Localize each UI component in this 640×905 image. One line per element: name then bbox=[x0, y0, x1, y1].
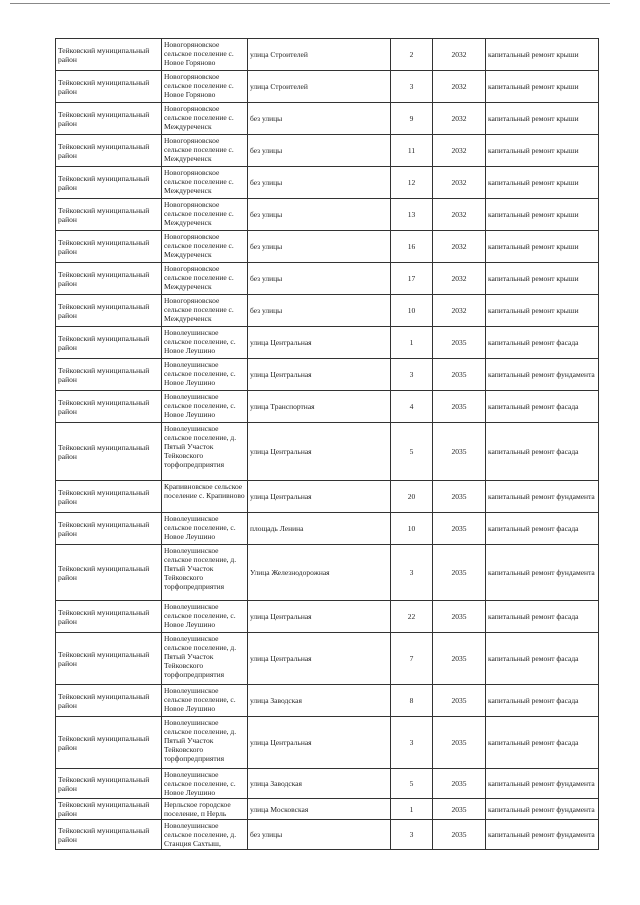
district-cell: Тейковский муниципальный район bbox=[56, 545, 162, 601]
table-row bbox=[56, 231, 599, 263]
house-number-cell: 5 bbox=[391, 769, 433, 799]
district-cell: Тейковский муниципальный район bbox=[56, 199, 162, 231]
settlement-cell: Новогоряновское сельское поселение с. Междуреченск bbox=[162, 295, 248, 327]
district-cell: Тейковский муниципальный район bbox=[56, 601, 162, 633]
settlement-cell: Новолеушинское сельское поселение, с. Новое Леушино bbox=[162, 685, 248, 717]
district-cell: Тейковский муниципальный район bbox=[56, 231, 162, 263]
year-cell: 2035 bbox=[433, 633, 486, 685]
year-cell: 2035 bbox=[433, 391, 486, 423]
table-row bbox=[56, 545, 599, 601]
settlement-cell: Новолеушинское сельское поселение, д. Пятый Участок Тейковского торфопредприятия bbox=[162, 633, 248, 685]
house-number-cell: 3 bbox=[391, 71, 433, 103]
house-number-cell: 5 bbox=[391, 423, 433, 481]
year-cell: 2035 bbox=[433, 717, 486, 769]
year-cell: 2032 bbox=[433, 39, 486, 71]
street-cell: без улицы bbox=[248, 820, 391, 850]
table-row bbox=[56, 263, 599, 295]
work-type-cell: капитальный ремонт крыши bbox=[486, 103, 599, 135]
table-row bbox=[56, 199, 599, 231]
district-cell: Тейковский муниципальный район bbox=[56, 167, 162, 199]
district-cell: Тейковский муниципальный район bbox=[56, 103, 162, 135]
house-number-cell: 16 bbox=[391, 231, 433, 263]
table-row bbox=[56, 717, 599, 769]
work-type-cell: капитальный ремонт фундамента bbox=[486, 799, 599, 820]
table-row bbox=[56, 103, 599, 135]
settlement-cell: Новолеушинское сельское поселение, с. Новое Леушино bbox=[162, 769, 248, 799]
settlement-cell: Новолеушинское сельское поселение, с. Новое Леушино bbox=[162, 601, 248, 633]
settlement-cell: Новогоряновское сельское поселение с. Междуреченск bbox=[162, 199, 248, 231]
street-cell: без улицы bbox=[248, 103, 391, 135]
table-body bbox=[56, 39, 599, 850]
settlement-cell: Новогоряновское сельское поселение с. Междуреченск bbox=[162, 103, 248, 135]
work-type-cell: капитальный ремонт фасада bbox=[486, 423, 599, 481]
street-cell: улица Центральная bbox=[248, 327, 391, 359]
table-row bbox=[56, 820, 599, 850]
settlement-cell: Новогоряновское сельское поселение с. Новое Горяново bbox=[162, 71, 248, 103]
house-number-cell: 1 bbox=[391, 799, 433, 820]
table-row bbox=[56, 391, 599, 423]
settlement-cell: Новолеушинское сельское поселение, с. Новое Леушино bbox=[162, 513, 248, 545]
table-row bbox=[56, 39, 599, 71]
table-row bbox=[56, 481, 599, 513]
district-cell: Тейковский муниципальный район bbox=[56, 135, 162, 167]
work-type-cell: капитальный ремонт фундамента bbox=[486, 359, 599, 391]
table-row bbox=[56, 135, 599, 167]
work-type-cell: капитальный ремонт крыши bbox=[486, 71, 599, 103]
work-type-cell: капитальный ремонт фундамента bbox=[486, 545, 599, 601]
street-cell: без улицы bbox=[248, 135, 391, 167]
district-cell: Тейковский муниципальный район bbox=[56, 820, 162, 850]
work-type-cell: капитальный ремонт фасада bbox=[486, 391, 599, 423]
work-type-cell: капитальный ремонт крыши bbox=[486, 199, 599, 231]
house-number-cell: 3 bbox=[391, 545, 433, 601]
table-row bbox=[56, 799, 599, 820]
house-number-cell: 10 bbox=[391, 513, 433, 545]
work-type-cell: капитальный ремонт фасада bbox=[486, 601, 599, 633]
settlement-cell: Новогоряновское сельское поселение с. Междуреченск bbox=[162, 263, 248, 295]
district-cell: Тейковский муниципальный район bbox=[56, 327, 162, 359]
work-type-cell: капитальный ремонт фундамента bbox=[486, 481, 599, 513]
house-number-cell: 2 bbox=[391, 39, 433, 71]
year-cell: 2035 bbox=[433, 685, 486, 717]
table-row bbox=[56, 513, 599, 545]
work-type-cell: капитальный ремонт крыши bbox=[486, 263, 599, 295]
work-type-cell: капитальный ремонт фасада bbox=[486, 633, 599, 685]
settlement-cell: Новолеушинское сельское поселение, с. Новое Леушино bbox=[162, 391, 248, 423]
settlement-cell: Нерльское городское поселение, п Нерль bbox=[162, 799, 248, 820]
year-cell: 2035 bbox=[433, 481, 486, 513]
year-cell: 2032 bbox=[433, 199, 486, 231]
district-cell: Тейковский муниципальный район bbox=[56, 391, 162, 423]
house-number-cell: 20 bbox=[391, 481, 433, 513]
house-number-cell: 12 bbox=[391, 167, 433, 199]
street-cell: улица Московская bbox=[248, 799, 391, 820]
district-cell: Тейковский муниципальный район bbox=[56, 481, 162, 513]
settlement-cell: Новолеушинское сельское поселение, д. Пятый Участок Тейковского торфопредприятия bbox=[162, 423, 248, 481]
street-cell: улица Транспортная bbox=[248, 391, 391, 423]
work-type-cell: капитальный ремонт крыши bbox=[486, 167, 599, 199]
street-cell: без улицы bbox=[248, 167, 391, 199]
street-cell: улица Центральная bbox=[248, 717, 391, 769]
district-cell: Тейковский муниципальный район bbox=[56, 769, 162, 799]
year-cell: 2032 bbox=[433, 71, 486, 103]
settlement-cell: Новолеушинское сельское поселение, д. Пятый Участок Тейковского торфопредприятия bbox=[162, 545, 248, 601]
year-cell: 2032 bbox=[433, 231, 486, 263]
district-cell: Тейковский муниципальный район bbox=[56, 633, 162, 685]
table-row bbox=[56, 601, 599, 633]
house-number-cell: 3 bbox=[391, 717, 433, 769]
house-number-cell: 3 bbox=[391, 820, 433, 850]
street-cell: улица Строителей bbox=[248, 71, 391, 103]
year-cell: 2035 bbox=[433, 601, 486, 633]
house-number-cell: 1 bbox=[391, 327, 433, 359]
street-cell: улица Центральная bbox=[248, 601, 391, 633]
street-cell: без улицы bbox=[248, 231, 391, 263]
table-row bbox=[56, 167, 599, 199]
settlement-cell: Новогоряновское сельское поселение с. Междуреченск bbox=[162, 135, 248, 167]
table-row bbox=[56, 685, 599, 717]
table-row bbox=[56, 71, 599, 103]
year-cell: 2035 bbox=[433, 769, 486, 799]
work-type-cell: капитальный ремонт фасада bbox=[486, 717, 599, 769]
street-cell: площадь Ленина bbox=[248, 513, 391, 545]
district-cell: Тейковский муниципальный район bbox=[56, 71, 162, 103]
year-cell: 2035 bbox=[433, 799, 486, 820]
year-cell: 2032 bbox=[433, 295, 486, 327]
settlement-cell: Новогоряновское сельское поселение с. Междуреченск bbox=[162, 231, 248, 263]
house-number-cell: 8 bbox=[391, 685, 433, 717]
district-cell: Тейковский муниципальный район bbox=[56, 799, 162, 820]
street-cell: улица Заводская bbox=[248, 685, 391, 717]
street-cell: улица Строителей bbox=[248, 39, 391, 71]
work-type-cell: капитальный ремонт фасада bbox=[486, 513, 599, 545]
house-number-cell: 9 bbox=[391, 103, 433, 135]
year-cell: 2035 bbox=[433, 545, 486, 601]
year-cell: 2035 bbox=[433, 423, 486, 481]
settlement-cell: Новолеушинское сельское поселение, д. Пятый Участок Тейковского торфопредприятия bbox=[162, 717, 248, 769]
district-cell: Тейковский муниципальный район bbox=[56, 513, 162, 545]
year-cell: 2035 bbox=[433, 513, 486, 545]
year-cell: 2032 bbox=[433, 167, 486, 199]
street-cell: без улицы bbox=[248, 263, 391, 295]
scan-top-line bbox=[10, 3, 610, 4]
table-row bbox=[56, 633, 599, 685]
house-number-cell: 13 bbox=[391, 199, 433, 231]
table-row bbox=[56, 423, 599, 481]
table-row bbox=[56, 327, 599, 359]
street-cell: улица Центральная bbox=[248, 423, 391, 481]
house-number-cell: 22 bbox=[391, 601, 433, 633]
settlement-cell: Новолеушинское сельское поселение, д. Станция Сахтыш, bbox=[162, 820, 248, 850]
work-type-cell: капитальный ремонт крыши bbox=[486, 231, 599, 263]
district-cell: Тейковский муниципальный район bbox=[56, 39, 162, 71]
district-cell: Тейковский муниципальный район bbox=[56, 423, 162, 481]
table-row bbox=[56, 295, 599, 327]
street-cell: Улица Железнодорожная bbox=[248, 545, 391, 601]
work-type-cell: капитальный ремонт фундамента bbox=[486, 769, 599, 799]
work-type-cell: капитальный ремонт крыши bbox=[486, 39, 599, 71]
settlement-cell: Крапивновское сельское поселение с. Крапивново bbox=[162, 481, 248, 513]
table-row bbox=[56, 769, 599, 799]
district-cell: Тейковский муниципальный район bbox=[56, 263, 162, 295]
house-number-cell: 7 bbox=[391, 633, 433, 685]
year-cell: 2035 bbox=[433, 327, 486, 359]
house-number-cell: 17 bbox=[391, 263, 433, 295]
district-cell: Тейковский муниципальный район bbox=[56, 717, 162, 769]
settlement-cell: Новолеушинское сельское поселение, с. Новое Леушино bbox=[162, 327, 248, 359]
house-number-cell: 10 bbox=[391, 295, 433, 327]
settlement-cell: Новогоряновское сельское поселение с. Междуреченск bbox=[162, 167, 248, 199]
house-number-cell: 4 bbox=[391, 391, 433, 423]
district-cell: Тейковский муниципальный район bbox=[56, 295, 162, 327]
year-cell: 2035 bbox=[433, 820, 486, 850]
year-cell: 2032 bbox=[433, 103, 486, 135]
district-cell: Тейковский муниципальный район bbox=[56, 685, 162, 717]
district-cell: Тейковский муниципальный район bbox=[56, 359, 162, 391]
repair-schedule-table bbox=[55, 38, 599, 850]
year-cell: 2032 bbox=[433, 263, 486, 295]
street-cell: улица Центральная bbox=[248, 359, 391, 391]
table-row bbox=[56, 359, 599, 391]
work-type-cell: капитальный ремонт фундамента bbox=[486, 820, 599, 850]
street-cell: без улицы bbox=[248, 199, 391, 231]
street-cell: без улицы bbox=[248, 295, 391, 327]
work-type-cell: капитальный ремонт крыши bbox=[486, 295, 599, 327]
street-cell: улица Центральная bbox=[248, 481, 391, 513]
settlement-cell: Новогоряновское сельское поселение с. Новое Горяново bbox=[162, 39, 248, 71]
work-type-cell: капитальный ремонт фасада bbox=[486, 327, 599, 359]
settlement-cell: Новолеушинское сельское поселение, с. Новое Леушино bbox=[162, 359, 248, 391]
work-type-cell: капитальный ремонт крыши bbox=[486, 135, 599, 167]
year-cell: 2035 bbox=[433, 359, 486, 391]
street-cell: улица Центральная bbox=[248, 633, 391, 685]
work-type-cell: капитальный ремонт фасада bbox=[486, 685, 599, 717]
house-number-cell: 3 bbox=[391, 359, 433, 391]
year-cell: 2032 bbox=[433, 135, 486, 167]
street-cell: улица Заводская bbox=[248, 769, 391, 799]
house-number-cell: 11 bbox=[391, 135, 433, 167]
